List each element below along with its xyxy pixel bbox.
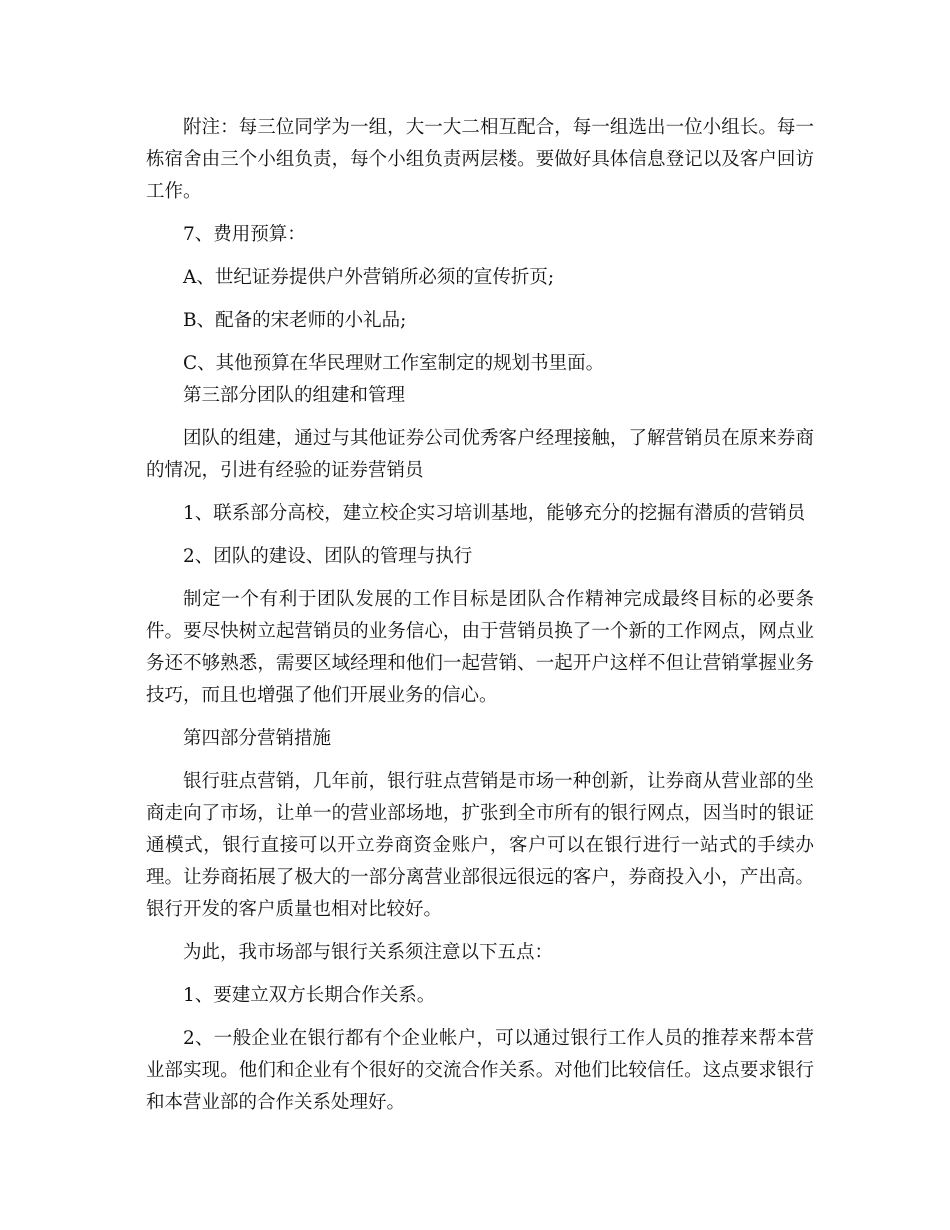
section-heading-marketing: 第四部分营销措施 — [183, 728, 332, 749]
section-heading-team: 第三部分团队的组建和管理 — [183, 385, 406, 406]
paragraph-note: 附注：每三位同学为一组，大一大二相互配合，每一组选出一位小组长。每一栋宿舍由三个小组负责，每个小组负责两层楼。要做好具体信息登记以及客户回访工作。 — [146, 117, 814, 202]
paragraph-budget-heading: 7、费用预算： — [183, 224, 306, 245]
paragraph-budget-c: C、其他预算在华民理财工作室制定的规划书里面。 — [183, 353, 605, 374]
paragraph-bank-point-1: 1、要建立双方长期合作关系。 — [183, 985, 436, 1006]
paragraph-bank-point-2: 2、一般企业在银行都有个企业帐户，可以通过银行工作人员的推荐来帮本营业部实现。他们和企业有个很好的交流合作关系。对他们比较信任。这点要求银行和本营业部的合作关系处理好。 — [146, 1028, 814, 1113]
paragraph-bank-marketing: 银行驻点营销，几年前，银行驻点营销是市场一种创新，让券商从营业部的坐商走向了市场，让单一的营业部场地，扩张到全市所有的银行网点，因当时的银证通模式，银行直接可以开立券商资金账户，客户可以在银行进行一站式的手续办理。让券商拓展了极大的一部分离营业部很远很远的客户，券商投入小，产出高。银行开发的客户质量也相对比较好。 — [146, 771, 814, 920]
paragraph-budget-b: B、配备的宋老师的小礼品; — [183, 310, 407, 331]
paragraph-team-item-2: 2、团队的建设、团队的管理与执行 — [183, 546, 473, 567]
paragraph-team-goal: 制定一个有利于团队发展的工作目标是团队合作精神完成最终目标的必要条件。要尽快树立起营销员的业务信心，由于营销员换了一个新的工作网点，网点业务还不够熟悉，需要区域经理和他们一起营销、一起开户这样不但让营销掌握业务技巧，而且也增强了他们开展业务的信心。 — [146, 589, 814, 706]
paragraph-team-item-1: 1、联系部分高校，建立校企实习培训基地，能够充分的挖掘有潜质的营销员 — [183, 503, 806, 524]
paragraph-team-building: 团队的组建，通过与其他证券公司优秀客户经理接触，了解营销员在原来券商的情况，引进有经验的证券营销员 — [146, 428, 814, 481]
paragraph-bank-points-intro: 为此，我市场部与银行关系须注意以下五点： — [183, 942, 554, 963]
document-body — [146, 112, 814, 1119]
paragraph-budget-a: A、世纪证券提供户外营销所必须的宣传折页; — [183, 267, 555, 288]
